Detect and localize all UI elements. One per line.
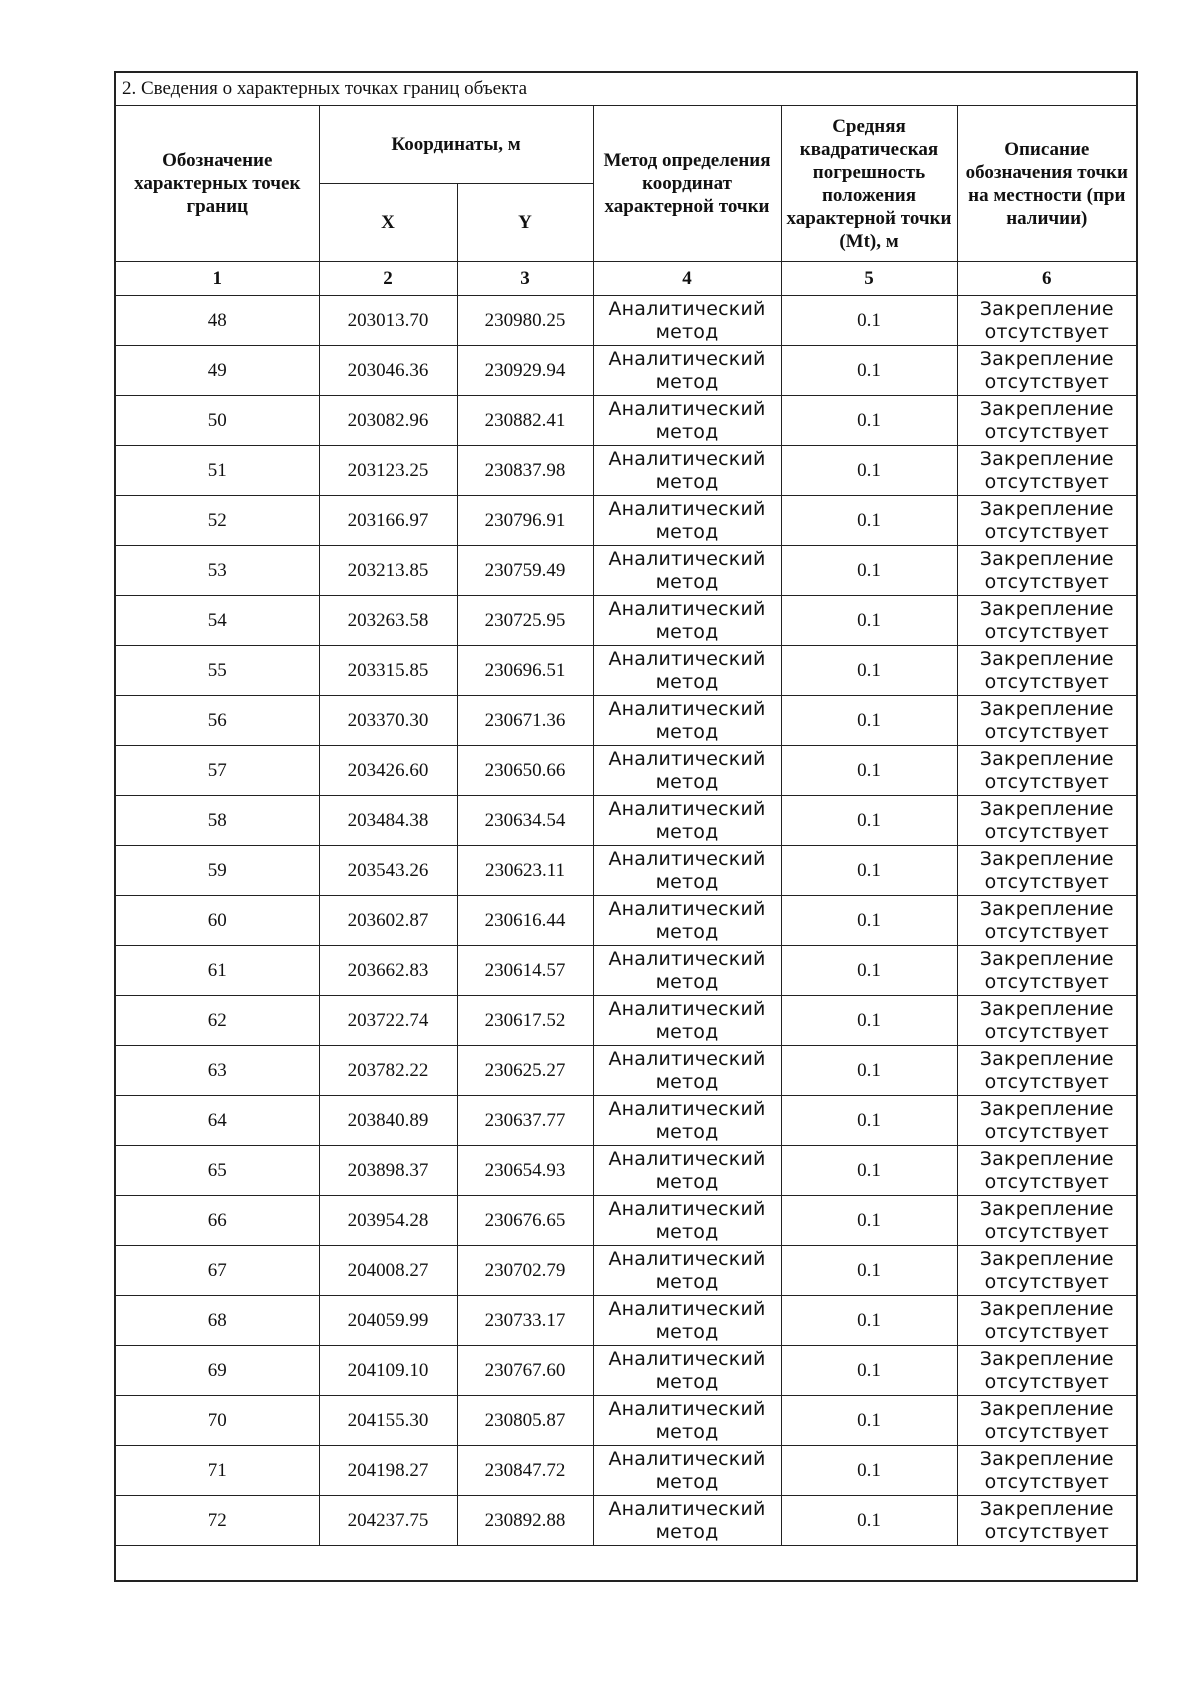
coordinate-y: 230637.77 — [457, 1096, 593, 1146]
description-text: отсутствует — [984, 470, 1109, 493]
method-text: метод — [655, 1370, 719, 1393]
mean-square-error: 0.1 — [781, 796, 957, 846]
description-text: Закрепление — [979, 1197, 1114, 1220]
description-text: отсутствует — [984, 1320, 1109, 1343]
description-text: отсутствует — [984, 570, 1109, 593]
method-cell — [593, 546, 781, 596]
method-text: метод — [655, 1320, 719, 1343]
point-number: 54 — [115, 596, 319, 646]
description-text: Закрепление — [979, 297, 1114, 320]
description-cell — [957, 946, 1137, 996]
description-text: отсутствует — [984, 920, 1109, 943]
method-text: метод — [655, 470, 719, 493]
method-cell — [593, 296, 781, 346]
description-cell — [957, 546, 1137, 596]
method-text: Аналитический — [608, 1347, 766, 1370]
mean-square-error: 0.1 — [781, 646, 957, 696]
description-text: отсутствует — [984, 870, 1109, 893]
table-row — [115, 896, 1137, 946]
description-cell — [957, 1396, 1137, 1446]
coordinate-y: 230929.94 — [457, 346, 593, 396]
column-number: 5 — [781, 262, 957, 296]
description-text: отсутствует — [984, 970, 1109, 993]
description-text: Закрепление — [979, 1047, 1114, 1070]
description-text: Закрепление — [979, 1397, 1114, 1420]
description-text: Закрепление — [979, 1247, 1114, 1270]
description-text: Закрепление — [979, 847, 1114, 870]
method-text: Аналитический — [608, 597, 766, 620]
method-text: метод — [655, 770, 719, 793]
method-text: Аналитический — [608, 697, 766, 720]
description-text: Закрепление — [979, 997, 1114, 1020]
coordinate-y: 230650.66 — [457, 746, 593, 796]
method-text: метод — [655, 520, 719, 543]
header-coordinates: Координаты, м — [319, 106, 593, 184]
method-text: Аналитический — [608, 1147, 766, 1170]
method-cell — [593, 1046, 781, 1096]
point-number: 57 — [115, 746, 319, 796]
method-cell — [593, 746, 781, 796]
coordinate-x: 203046.36 — [319, 346, 457, 396]
column-number: 1 — [115, 262, 319, 296]
coordinate-y: 230623.11 — [457, 846, 593, 896]
method-cell — [593, 446, 781, 496]
table-row — [115, 796, 1137, 846]
point-number: 52 — [115, 496, 319, 546]
column-number: 2 — [319, 262, 457, 296]
point-number: 48 — [115, 296, 319, 346]
description-cell — [957, 1046, 1137, 1096]
description-text: Закрепление — [979, 947, 1114, 970]
mean-square-error: 0.1 — [781, 446, 957, 496]
table-row — [115, 1246, 1137, 1296]
method-text: Аналитический — [608, 1047, 766, 1070]
method-text: Аналитический — [608, 897, 766, 920]
table-row — [115, 596, 1137, 646]
point-number: 49 — [115, 346, 319, 396]
description-cell — [957, 746, 1137, 796]
method-text: метод — [655, 870, 719, 893]
coordinate-y: 230759.49 — [457, 546, 593, 596]
description-text: Закрепление — [979, 1147, 1114, 1170]
description-text: отсутствует — [984, 1170, 1109, 1193]
table-body — [115, 296, 1137, 1546]
method-text: Аналитический — [608, 1397, 766, 1420]
method-cell — [593, 1296, 781, 1346]
description-cell — [957, 646, 1137, 696]
table-row — [115, 696, 1137, 746]
description-text: Закрепление — [979, 447, 1114, 470]
description-cell — [957, 596, 1137, 646]
method-text: метод — [655, 620, 719, 643]
coordinate-y: 230654.93 — [457, 1146, 593, 1196]
method-text: Аналитический — [608, 297, 766, 320]
method-text: метод — [655, 1020, 719, 1043]
description-text: отсутствует — [984, 720, 1109, 743]
coordinate-y: 230616.44 — [457, 896, 593, 946]
method-text: метод — [655, 370, 719, 393]
coordinate-y: 230617.52 — [457, 996, 593, 1046]
method-text: Аналитический — [608, 1197, 766, 1220]
table-row — [115, 646, 1137, 696]
description-text: отсутствует — [984, 1220, 1109, 1243]
coordinate-y: 230725.95 — [457, 596, 593, 646]
point-number: 65 — [115, 1146, 319, 1196]
description-text: Закрепление — [979, 1347, 1114, 1370]
coordinate-x: 203602.87 — [319, 896, 457, 946]
description-text: Закрепление — [979, 597, 1114, 620]
method-cell — [593, 846, 781, 896]
method-text: метод — [655, 670, 719, 693]
coordinate-y: 230614.57 — [457, 946, 593, 996]
point-number: 56 — [115, 696, 319, 746]
point-number: 64 — [115, 1096, 319, 1146]
mean-square-error: 0.1 — [781, 896, 957, 946]
description-text: отсутствует — [984, 1420, 1109, 1443]
method-text: метод — [655, 1420, 719, 1443]
mean-square-error: 0.1 — [781, 296, 957, 346]
method-text: Аналитический — [608, 797, 766, 820]
header-method: Метод определения координат характерной точки — [593, 106, 781, 262]
method-text: Аналитический — [608, 447, 766, 470]
description-text: Закрепление — [979, 397, 1114, 420]
header-y: Y — [457, 184, 593, 262]
mean-square-error: 0.1 — [781, 1446, 957, 1496]
column-number: 6 — [957, 262, 1137, 296]
method-cell — [593, 796, 781, 846]
coordinate-x: 203722.74 — [319, 996, 457, 1046]
point-number: 58 — [115, 796, 319, 846]
method-text: метод — [655, 720, 719, 743]
mean-square-error: 0.1 — [781, 1246, 957, 1296]
method-text: Аналитический — [608, 547, 766, 570]
coordinate-x: 203840.89 — [319, 1096, 457, 1146]
document-sheet — [114, 71, 1136, 1582]
method-cell — [593, 646, 781, 696]
header-x: X — [319, 184, 457, 262]
coordinate-x: 203662.83 — [319, 946, 457, 996]
method-cell — [593, 1146, 781, 1196]
description-cell — [957, 396, 1137, 446]
method-cell — [593, 496, 781, 546]
description-text: Закрепление — [979, 497, 1114, 520]
empty-footer-row — [115, 1546, 1137, 1582]
coordinate-y: 230625.27 — [457, 1046, 593, 1096]
description-text: отсутствует — [984, 620, 1109, 643]
point-number: 60 — [115, 896, 319, 946]
point-number: 72 — [115, 1496, 319, 1546]
mean-square-error: 0.1 — [781, 846, 957, 896]
table-row — [115, 496, 1137, 546]
description-text: Закрепление — [979, 747, 1114, 770]
table-row — [115, 1496, 1137, 1546]
description-text: отсутствует — [984, 770, 1109, 793]
coordinate-y: 230733.17 — [457, 1296, 593, 1346]
column-number: 4 — [593, 262, 781, 296]
method-text: метод — [655, 970, 719, 993]
coordinate-y: 230796.91 — [457, 496, 593, 546]
method-cell — [593, 1246, 781, 1296]
description-cell — [957, 1246, 1137, 1296]
table-row — [115, 1096, 1137, 1146]
description-cell — [957, 1296, 1137, 1346]
table-row — [115, 1446, 1137, 1496]
coordinate-x: 204059.99 — [319, 1296, 457, 1346]
method-text: Аналитический — [608, 1247, 766, 1270]
description-text: отсутствует — [984, 1070, 1109, 1093]
mean-square-error: 0.1 — [781, 1146, 957, 1196]
description-text: отсутствует — [984, 1270, 1109, 1293]
coordinate-y: 230702.79 — [457, 1246, 593, 1296]
description-text: отсутствует — [984, 1470, 1109, 1493]
description-text: Закрепление — [979, 647, 1114, 670]
mean-square-error: 0.1 — [781, 346, 957, 396]
method-cell — [593, 1446, 781, 1496]
method-cell — [593, 396, 781, 446]
point-number: 62 — [115, 996, 319, 1046]
description-text: Закрепление — [979, 1297, 1114, 1320]
method-text: метод — [655, 1220, 719, 1243]
section-title: 2. Сведения о характерных точках границ объекта — [115, 72, 1137, 106]
mean-square-error: 0.1 — [781, 1046, 957, 1096]
mean-square-error: 0.1 — [781, 496, 957, 546]
table-row — [115, 296, 1137, 346]
description-text: отсутствует — [984, 520, 1109, 543]
method-text: метод — [655, 1170, 719, 1193]
table-row — [115, 746, 1137, 796]
coordinate-y: 230671.36 — [457, 696, 593, 746]
description-cell — [957, 896, 1137, 946]
method-text: Аналитический — [608, 1497, 766, 1520]
coordinate-x: 204198.27 — [319, 1446, 457, 1496]
description-cell — [957, 1096, 1137, 1146]
method-text: Аналитический — [608, 1297, 766, 1320]
coordinate-x: 203426.60 — [319, 746, 457, 796]
coordinate-x: 203782.22 — [319, 1046, 457, 1096]
method-text: метод — [655, 320, 719, 343]
description-text: Закрепление — [979, 1097, 1114, 1120]
table-row — [115, 996, 1137, 1046]
table-row — [115, 1046, 1137, 1096]
description-text: отсутствует — [984, 370, 1109, 393]
method-cell — [593, 1496, 781, 1546]
method-text: метод — [655, 1070, 719, 1093]
mean-square-error: 0.1 — [781, 1296, 957, 1346]
coordinate-y: 230892.88 — [457, 1496, 593, 1546]
description-text: Закрепление — [979, 347, 1114, 370]
table-row — [115, 396, 1137, 446]
mean-square-error: 0.1 — [781, 946, 957, 996]
method-text: Аналитический — [608, 747, 766, 770]
coordinate-x: 204237.75 — [319, 1496, 457, 1546]
coordinate-x: 204008.27 — [319, 1246, 457, 1296]
point-number: 61 — [115, 946, 319, 996]
method-text: Аналитический — [608, 1097, 766, 1120]
description-cell — [957, 1346, 1137, 1396]
table-row — [115, 446, 1137, 496]
table-row — [115, 946, 1137, 996]
method-text: метод — [655, 1520, 719, 1543]
description-text: Закрепление — [979, 797, 1114, 820]
table-row — [115, 1396, 1137, 1446]
header-error: Средняя квадратическая погрешность положения характерной точки (Mt), м — [781, 106, 957, 262]
method-text: Аналитический — [608, 347, 766, 370]
point-number: 71 — [115, 1446, 319, 1496]
table-row — [115, 1146, 1137, 1196]
coordinate-x: 203082.96 — [319, 396, 457, 446]
description-cell — [957, 696, 1137, 746]
coordinate-y: 230882.41 — [457, 396, 593, 446]
description-text: отсутствует — [984, 1120, 1109, 1143]
mean-square-error: 0.1 — [781, 1096, 957, 1146]
coordinate-x: 203484.38 — [319, 796, 457, 846]
mean-square-error: 0.1 — [781, 1396, 957, 1446]
method-text: метод — [655, 1270, 719, 1293]
description-cell — [957, 846, 1137, 896]
method-cell — [593, 346, 781, 396]
mean-square-error: 0.1 — [781, 1496, 957, 1546]
coordinate-x: 203898.37 — [319, 1146, 457, 1196]
method-cell — [593, 596, 781, 646]
method-cell — [593, 1096, 781, 1146]
description-text: отсутствует — [984, 820, 1109, 843]
description-text: Закрепление — [979, 897, 1114, 920]
mean-square-error: 0.1 — [781, 746, 957, 796]
table-row — [115, 546, 1137, 596]
coordinate-x: 203370.30 — [319, 696, 457, 746]
point-number: 63 — [115, 1046, 319, 1096]
coordinate-y: 230696.51 — [457, 646, 593, 696]
coordinate-y: 230634.54 — [457, 796, 593, 846]
method-cell — [593, 1396, 781, 1446]
method-text: метод — [655, 1470, 719, 1493]
point-number: 59 — [115, 846, 319, 896]
description-cell — [957, 796, 1137, 846]
method-text: Аналитический — [608, 997, 766, 1020]
mean-square-error: 0.1 — [781, 996, 957, 1046]
description-text: отсутствует — [984, 1370, 1109, 1393]
table-row — [115, 1296, 1137, 1346]
description-cell — [957, 296, 1137, 346]
coordinate-y: 230837.98 — [457, 446, 593, 496]
description-text: Закрепление — [979, 1447, 1114, 1470]
coordinate-x: 203213.85 — [319, 546, 457, 596]
coordinate-x: 203954.28 — [319, 1196, 457, 1246]
description-cell — [957, 996, 1137, 1046]
method-text: метод — [655, 820, 719, 843]
coordinate-y: 230980.25 — [457, 296, 593, 346]
mean-square-error: 0.1 — [781, 596, 957, 646]
mean-square-error: 0.1 — [781, 546, 957, 596]
description-text: отсутствует — [984, 320, 1109, 343]
method-cell — [593, 696, 781, 746]
mean-square-error: 0.1 — [781, 1346, 957, 1396]
method-text: метод — [655, 920, 719, 943]
method-cell — [593, 996, 781, 1046]
point-number: 66 — [115, 1196, 319, 1246]
coordinate-x: 203123.25 — [319, 446, 457, 496]
description-text: отсутствует — [984, 670, 1109, 693]
point-number: 67 — [115, 1246, 319, 1296]
coordinate-x: 204155.30 — [319, 1396, 457, 1446]
description-text: отсутствует — [984, 1520, 1109, 1543]
coordinate-y: 230847.72 — [457, 1446, 593, 1496]
coordinate-y: 230805.87 — [457, 1396, 593, 1446]
table-row — [115, 846, 1137, 896]
description-text: Закрепление — [979, 1497, 1114, 1520]
coordinate-x: 203263.58 — [319, 596, 457, 646]
mean-square-error: 0.1 — [781, 696, 957, 746]
description-cell — [957, 1496, 1137, 1546]
description-cell — [957, 1196, 1137, 1246]
mean-square-error: 0.1 — [781, 1196, 957, 1246]
table-row — [115, 1346, 1137, 1396]
table-row — [115, 1196, 1137, 1246]
coordinate-x: 204109.10 — [319, 1346, 457, 1396]
method-cell — [593, 1196, 781, 1246]
point-number: 68 — [115, 1296, 319, 1346]
point-number: 69 — [115, 1346, 319, 1396]
description-text: отсутствует — [984, 420, 1109, 443]
point-number: 51 — [115, 446, 319, 496]
coordinate-y: 230767.60 — [457, 1346, 593, 1396]
description-cell — [957, 446, 1137, 496]
column-number: 3 — [457, 262, 593, 296]
description-cell — [957, 346, 1137, 396]
mean-square-error: 0.1 — [781, 396, 957, 446]
coordinate-x: 203013.70 — [319, 296, 457, 346]
description-text: отсутствует — [984, 1020, 1109, 1043]
boundary-points-table — [114, 71, 1138, 1582]
point-number: 55 — [115, 646, 319, 696]
method-cell — [593, 896, 781, 946]
table-row — [115, 346, 1137, 396]
coordinate-x: 203315.85 — [319, 646, 457, 696]
point-number: 70 — [115, 1396, 319, 1446]
method-text: метод — [655, 570, 719, 593]
description-text: Закрепление — [979, 547, 1114, 570]
header-point: Обозначение характерных точек границ — [115, 106, 319, 262]
coordinate-y: 230676.65 — [457, 1196, 593, 1246]
method-text: Аналитический — [608, 647, 766, 670]
method-text: Аналитический — [608, 947, 766, 970]
method-text: метод — [655, 1120, 719, 1143]
description-text: Закрепление — [979, 697, 1114, 720]
header-description: Описание обозначения точки на местности (при наличии) — [957, 106, 1137, 262]
method-text: метод — [655, 420, 719, 443]
point-number: 53 — [115, 546, 319, 596]
description-cell — [957, 1446, 1137, 1496]
method-cell — [593, 1346, 781, 1396]
method-text: Аналитический — [608, 397, 766, 420]
description-cell — [957, 1146, 1137, 1196]
method-text: Аналитический — [608, 1447, 766, 1470]
method-text: Аналитический — [608, 497, 766, 520]
coordinate-x: 203166.97 — [319, 496, 457, 546]
point-number: 50 — [115, 396, 319, 446]
coordinate-x: 203543.26 — [319, 846, 457, 896]
description-cell — [957, 496, 1137, 546]
method-text: Аналитический — [608, 847, 766, 870]
method-cell — [593, 946, 781, 996]
